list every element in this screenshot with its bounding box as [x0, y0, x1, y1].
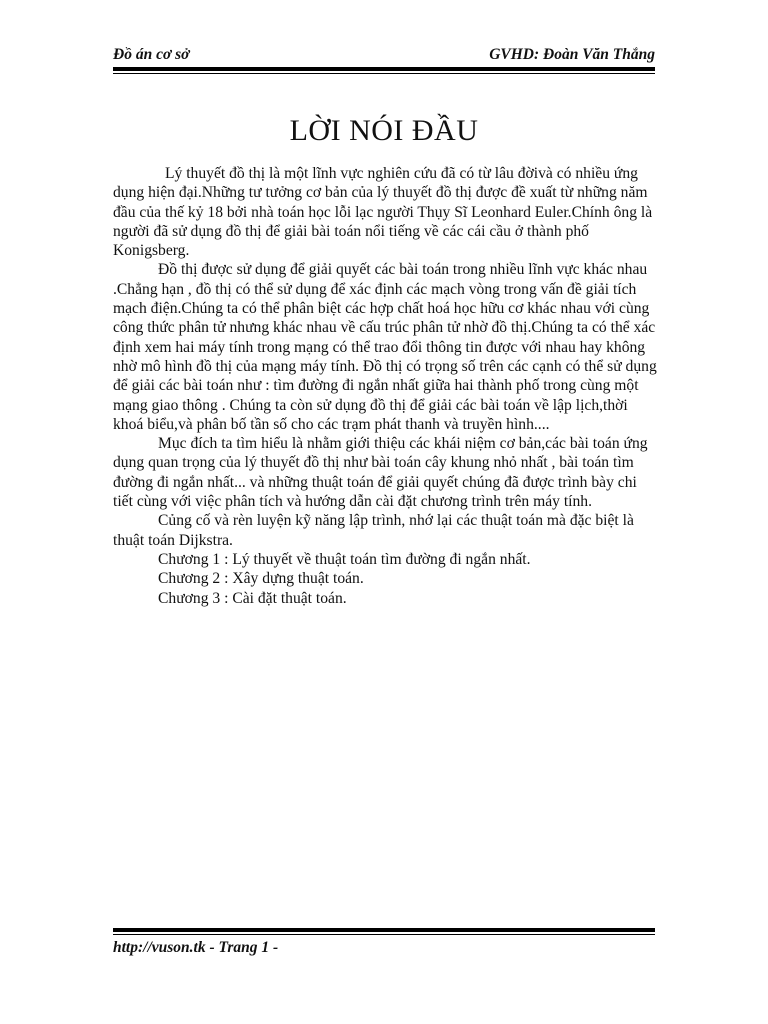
header-rule-thin	[113, 73, 655, 74]
body-text	[113, 164, 658, 608]
header-document-type: Đồ án cơ sở	[113, 46, 190, 63]
header-supervisor: GVHD: Đoàn Văn Thắng	[489, 46, 655, 63]
chapter-3-item: Chương 3 : Cài đặt thuật toán.	[158, 589, 347, 607]
paragraph-applications: Đồ thị được sử dụng để giải quyết các bài toán trong nhiều lĩnh vực khác nhau .Chẳng hạn , đồ thị có thể sử dụng để xác định các mạch vòng trong vấn đề giải tích mạch điện.Chúng ta có thể phân biệt các hợp chất hoá học hữu cơ khác nhau với cùng công thức phân tử nhưng khác nhau về cấu trúc phân tử nhờ đồ thị.Chúng ta có thể xác định xem hai máy tính trong mạng có thể trao đổi thông tin được với nhau hay không nhờ mô hình đồ thị của mạng máy tính. Đồ thị có trọng số trên các cạnh có thể sử dụng để giải các bài toán như : tìm đường đi ngắn nhất giữa hai thành phố trong cùng một mạng giao thông . Chúng ta còn sử dụng đồ thị để giải các bài toán về lập lịch,thời khoá biểu,và phân bố tần số cho các trạm phát thanh và truyền hình....	[113, 261, 657, 433]
chapter-1-item: Chương 1 : Lý thuyết về thuật toán tìm đường đi ngắn nhất.	[158, 550, 531, 568]
footer-rule-thin	[113, 934, 655, 935]
page-footer: http://vuson.tk - Trang 1 -	[113, 939, 279, 956]
paragraph-intro: Lý thuyết đồ thị là một lĩnh vực nghiên cứu đã có từ lâu đờivà có nhiều ứng dụng hiện đại.Những tư tưởng cơ bản của lý thuyết đồ thị được đề xuất từ những năm đầu của thế kỷ 18 bởi nhà toán học lỗi lạc người Thụy Sĩ Leonhard Euler.Chính ông là người đã sử dụng đồ thị để giải bài toán nổi tiếng về các cái cầu ở thành phố Konigsberg.	[113, 165, 653, 260]
paragraph-purpose: Mục đích ta tìm hiểu là nhằm giới thiệu các khái niệm cơ bản,các bài toán ứng dụng quan trọng của lý thuyết đồ thị như bài toán cây khung nhỏ nhất , bài toán tìm đường đi ngắn nhất... và những thuật toán để giải quyết chúng đã được trình bày chi tiết cùng với việc phân tích và hướng dẫn cài đặt chương trình trên máy tính.	[113, 435, 648, 511]
chapter-2-item: Chương 2 : Xây dựng thuật toán.	[158, 570, 364, 588]
paragraph-skills: Củng cố và rèn luyện kỹ năng lập trình, nhớ lại các thuật toán mà đặc biệt là thuật toán Dijkstra.	[113, 512, 634, 549]
header-rule-thick	[113, 67, 655, 71]
page-title: LỜI NÓI ĐẦU	[289, 114, 479, 148]
page-header	[113, 46, 655, 66]
footer-rule-thick	[113, 928, 655, 932]
